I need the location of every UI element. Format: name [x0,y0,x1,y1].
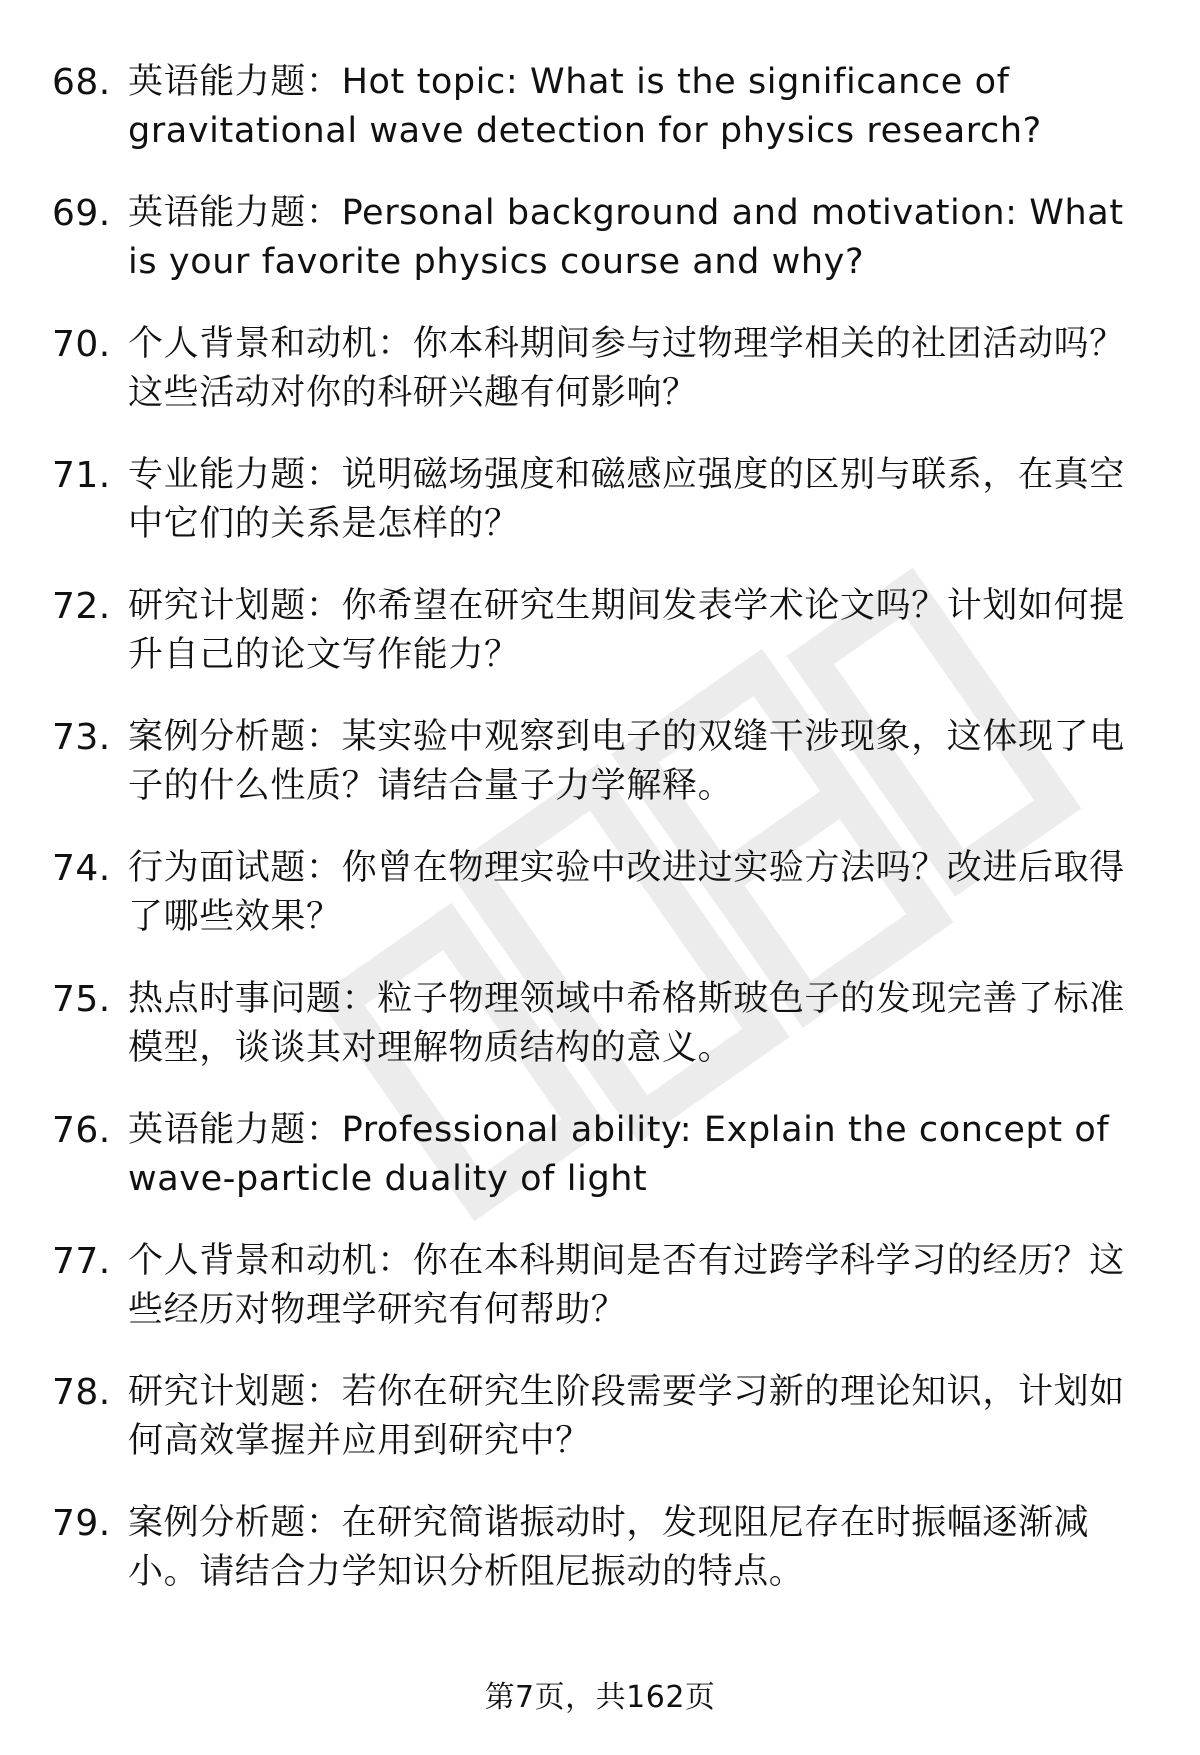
question-number: 71. [52,455,111,496]
question-item [52,975,1142,1073]
question-item [52,582,1142,680]
question-number: 75. [52,979,111,1020]
question-number: 68. [52,62,111,103]
question-text: 热点时事问题：粒子物理领域中希格斯玻色子的发现完善了标准模型，谈谈其对理解物质结构的意义。 [128,979,1125,1068]
question-text: 行为面试题：你曾在物理实验中改进过实验方法吗？改进后取得了哪些效果？ [128,848,1125,937]
question-item [52,1237,1142,1335]
question-number: 72. [52,586,111,627]
question-number: 78. [52,1372,111,1413]
question-item [52,451,1142,549]
question-text: 个人背景和动机：你本科期间参与过物理学相关的社团活动吗？这些活动对你的科研兴趣有何影响？ [128,324,1125,413]
question-number: 70. [52,324,111,365]
question-number: 79. [52,1503,111,1544]
question-text: 英语能力题：Personal background and motivation: What is your favorite physics course and why? [128,193,1124,282]
question-text: 研究计划题：若你在研究生阶段需要学习新的理论知识，计划如何高效掌握并应用到研究中？ [128,1372,1125,1461]
question-text: 案例分析题：某实验中观察到电子的双缝干涉现象，这体现了电子的什么性质？请结合量子力学解释。 [128,717,1125,806]
question-number: 74. [52,848,111,889]
question-text: 英语能力题：Professional ability: Explain the concept of wave-particle duality of light [128,1110,1110,1199]
question-text: 个人背景和动机：你在本科期间是否有过跨学科学习的经历？这些经历对物理学研究有何帮助？ [128,1241,1125,1330]
page-footer: 第7页，共162页 [484,1680,716,1715]
question-item [52,1499,1142,1597]
question-item [52,844,1142,942]
question-item [52,189,1142,287]
question-text: 英语能力题：Hot topic: What is the significance of gravitational wave detection for physics research? [128,62,1042,151]
question-text: 专业能力题：说明磁场强度和磁感应强度的区别与联系，在真空中它们的关系是怎样的？ [128,455,1125,544]
question-list [52,58,1142,1630]
question-text: 案例分析题：在研究简谐振动时，发现阻尼存在时振幅逐渐减小。请结合力学知识分析阻尼振动的特点。 [128,1503,1090,1592]
question-number: 69. [52,193,111,234]
question-item [52,1368,1142,1466]
question-item [52,1106,1142,1204]
question-number: 73. [52,717,111,758]
question-text: 研究计划题：你希望在研究生期间发表学术论文吗？计划如何提升自己的论文写作能力？ [128,586,1125,675]
question-item [52,320,1142,418]
question-number: 77. [52,1241,111,1282]
question-number: 76. [52,1110,111,1151]
question-item [52,58,1142,156]
question-item [52,713,1142,811]
